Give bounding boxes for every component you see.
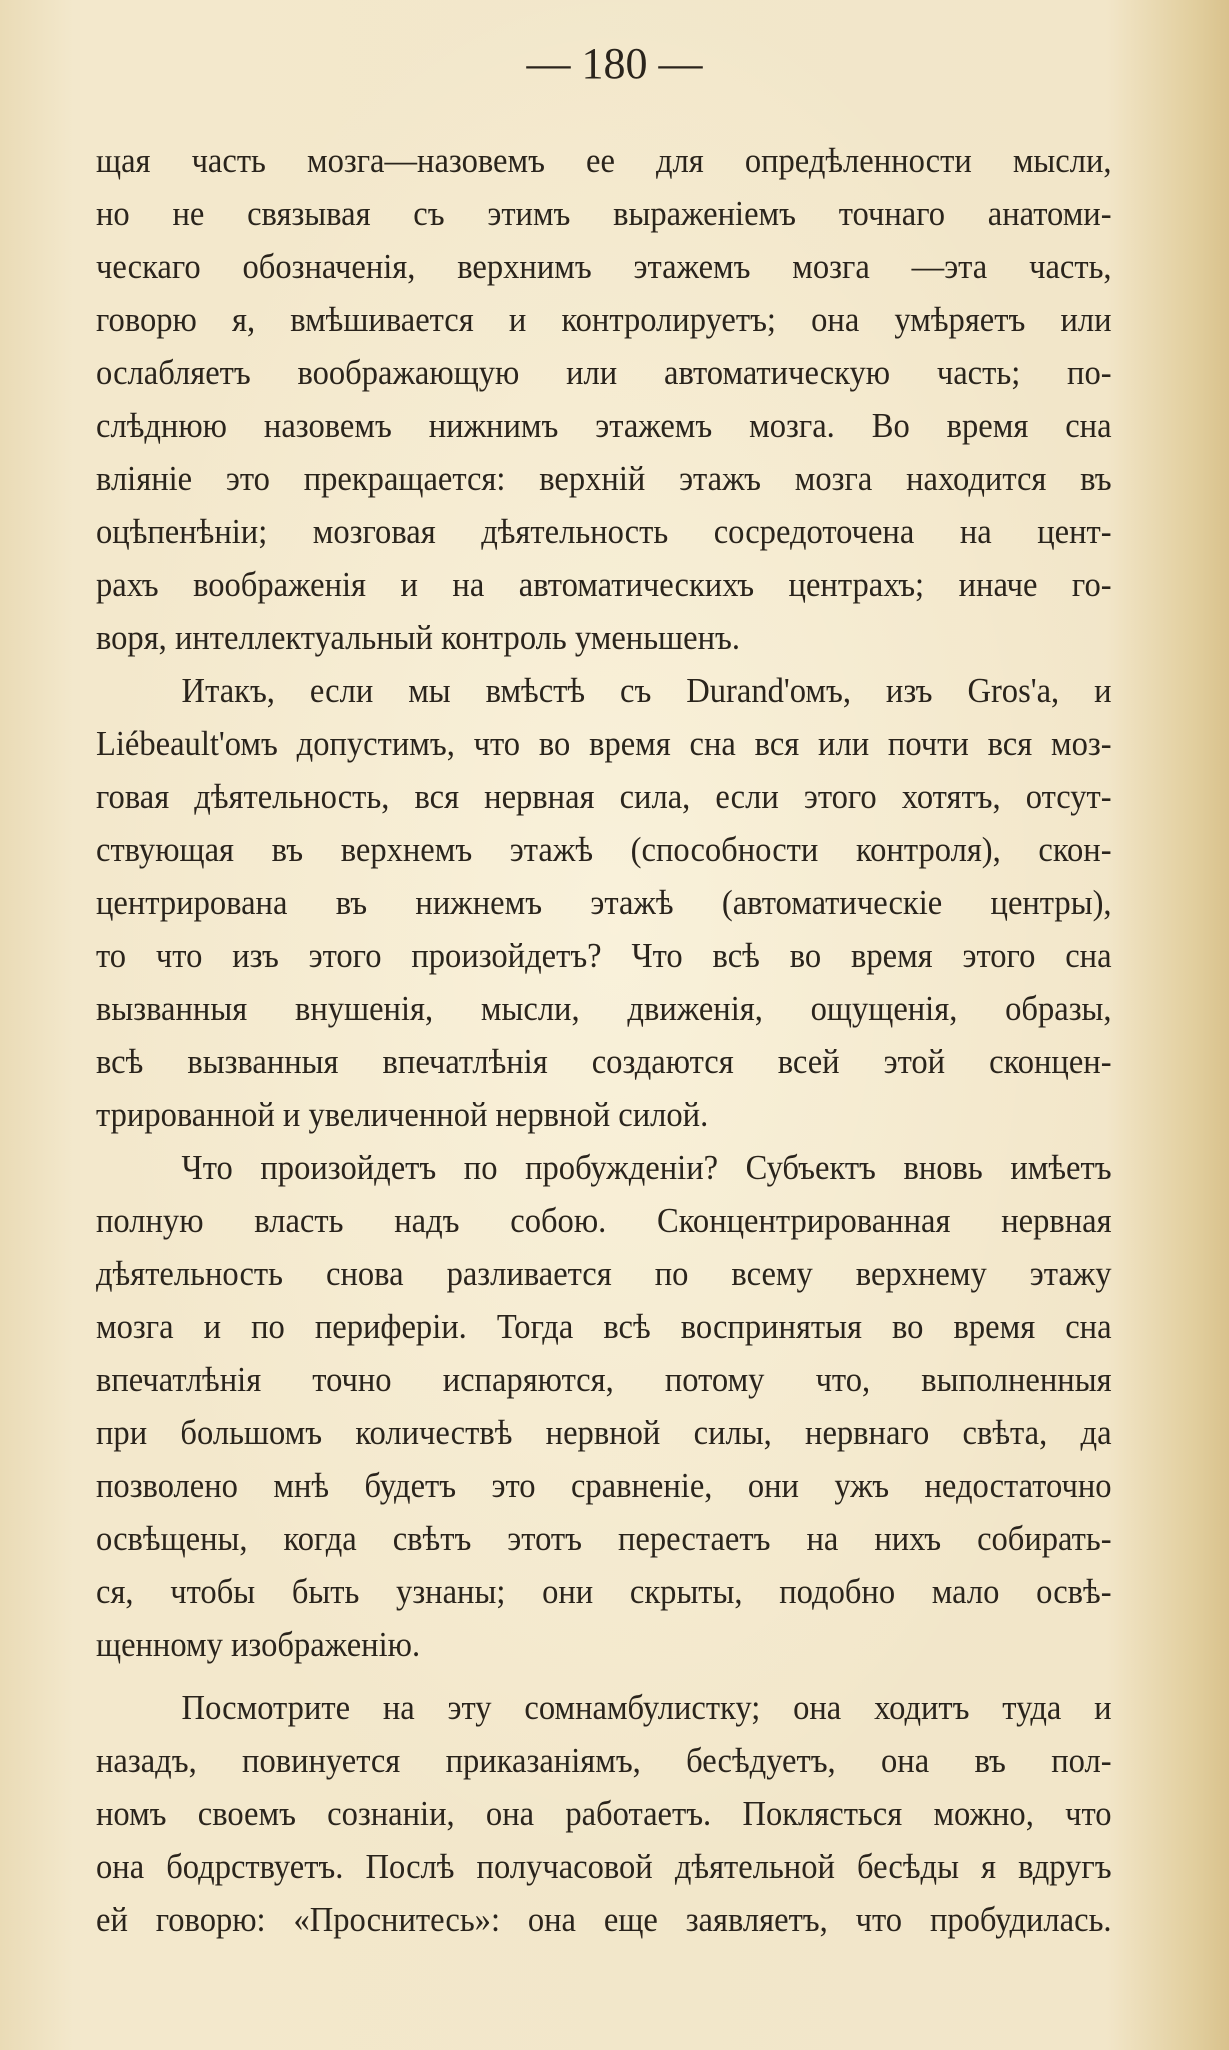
paragraph-spacer — [96, 1671, 1112, 1681]
text-line: рахъ воображенія и на автоматическихъ центрахъ; иначе го- — [96, 565, 1112, 604]
text-line: трированной и увеличенной нервной силой. — [96, 1095, 709, 1134]
text-line: воря, интеллектуальный контроль уменьшенъ. — [96, 618, 740, 657]
text-line: оцѣпенѣніи; мозговая дѣятельность сосредоточена на цент- — [96, 512, 1112, 551]
text-line: мозга и по периферіи. Тогда всѣ воспринятыя во время сна — [96, 1307, 1112, 1346]
text-line: ческаго обозначенія, верхнимъ этажемъ мозга —эта часть, — [96, 247, 1112, 286]
text-line: при большомъ количествѣ нервной силы, нервнаго свѣта, да — [96, 1413, 1112, 1452]
text-line: ослабляетъ воображающую или автоматическую часть; по- — [96, 353, 1112, 392]
text-line: назадъ, повинуется приказаніямъ, бесѣдуетъ, она въ пол- — [96, 1741, 1112, 1780]
text-line: позволено мнѣ будетъ это сравненіе, они ужъ недостаточно — [96, 1466, 1112, 1505]
paragraph-3 — [96, 1141, 1112, 1671]
text-line: номъ своемъ сознаніи, она работаетъ. Поклясться можно, что — [96, 1794, 1112, 1833]
page-number: — 180 — — [526, 39, 703, 88]
text-line: говая дѣятельность, вся нервная сила, если этого хотятъ, отсут- — [96, 777, 1112, 816]
text-line: то что изъ этого произойдетъ? Что всѣ во время этого сна — [96, 936, 1112, 975]
text-line: ствующая въ верхнемъ этажѣ (способности контроля), скон- — [96, 830, 1112, 869]
text-line: Посмотрите на эту сомнамбулистку; она ходитъ туда и — [181, 1688, 1112, 1727]
text-line: всѣ вызванныя впечатлѣнія создаются всей этой сконцен- — [96, 1042, 1112, 1081]
text-line: слѣднюю назовемъ нижнимъ этажемъ мозга. Во время сна — [96, 406, 1112, 445]
text-line: ей говорю: «Проснитесь»: она еще заявляетъ, что пробудилась. — [96, 1900, 1112, 1939]
paragraph-4 — [96, 1681, 1112, 1946]
text-line: ся, чтобы быть узнаны; они скрыты, подобно мало освѣ- — [96, 1572, 1112, 1611]
text-line: щенному изображенію. — [96, 1625, 421, 1664]
text-line: полную власть надъ собою. Сконцентрированная нервная — [96, 1201, 1112, 1240]
text-line: освѣщены, когда свѣтъ этотъ перестаетъ на нихъ собирать- — [96, 1519, 1112, 1558]
text-line: дѣятельность снова разливается по всему верхнему этажу — [96, 1254, 1112, 1293]
text-line: вызванныя внушенія, мысли, движенія, ощущенія, образы, — [96, 989, 1112, 1028]
text-line: Итакъ, если мы вмѣстѣ съ Durand'омъ, изъ Gros'a, и — [181, 671, 1112, 710]
paragraph-2 — [96, 664, 1112, 1141]
text-line: говорю я, вмѣшивается и контролируетъ; она умѣряетъ или — [96, 300, 1112, 339]
text-line: Что произойдетъ по пробужденіи? Субъектъ вновь имѣетъ — [181, 1148, 1112, 1187]
paragraph-1 — [96, 134, 1112, 664]
text-line: вліяніе это прекращается: верхній этажъ мозга находится въ — [96, 459, 1112, 498]
text-line: она бодрствуетъ. Послѣ получасовой дѣятельной бесѣды я вдругъ — [96, 1847, 1112, 1886]
text-line: но не связывая съ этимъ выраженіемъ точнаго анатоми- — [96, 194, 1112, 233]
text-line: Liébeault'омъ допустимъ, что во время сна вся или почти вся моз- — [96, 724, 1112, 763]
text-line: щая часть мозга—назовемъ ее для опредѣленности мысли, — [96, 141, 1112, 180]
body-text — [96, 134, 1112, 1946]
text-line: впечатлѣнія точно испаряются, потому что, выполненныя — [96, 1360, 1112, 1399]
text-line: центрирована въ нижнемъ этажѣ (автоматическіе центры), — [96, 883, 1112, 922]
